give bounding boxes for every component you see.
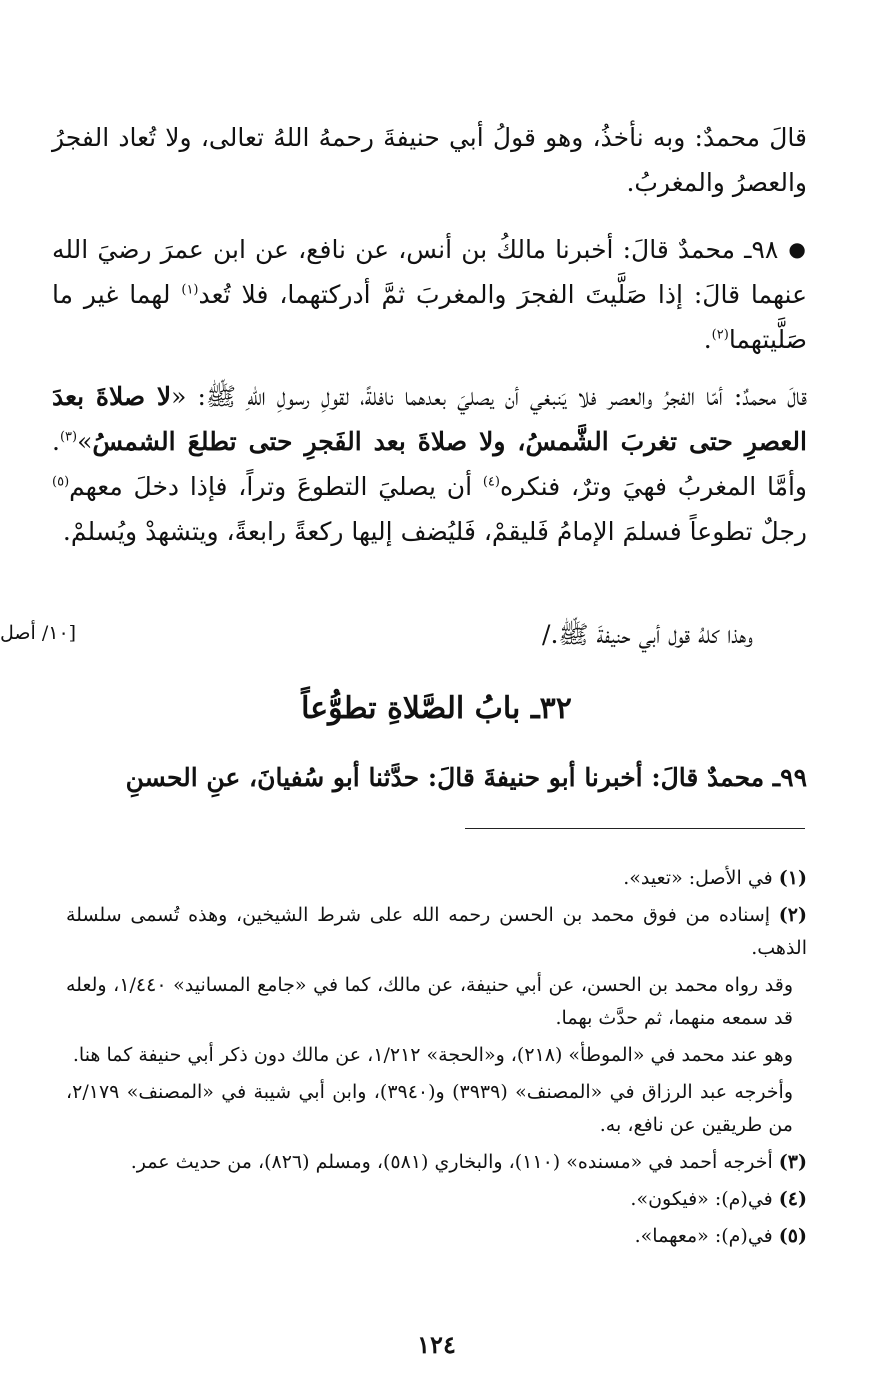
footnotes xyxy=(66,862,807,1257)
footnote-number: (٣) xyxy=(778,1151,807,1173)
footnote-number: (٤) xyxy=(778,1188,807,1210)
footnote-number: (١) xyxy=(778,867,807,889)
hadith-98-text: ٩٨ـ محمدٌ قالَ: أخبرنا مالكُ بن أنس، عن نافع، عن ابن عمرَ رضيَ الله عنهما قالَ: إذا صَلَّيتَ الفجرَ والمغربَ ثمَّ أدركتهما، فلا تُعد xyxy=(52,235,807,309)
footnote-ref-4[interactable]: (٤) xyxy=(482,474,500,490)
paragraph-abu-hanifa xyxy=(542,612,753,657)
footnote-5 xyxy=(66,1220,807,1253)
p4-text: وهذا كلهُ قول أبي حنيفةَ ﷺ./ xyxy=(542,620,753,649)
footnote-text: أخرجه أحمد في «مسنده» (١١٠)، والبخاري (٥٨١)، ومسلم (٨٢٦)، من حديث عمر. xyxy=(130,1151,779,1173)
p3-text-b: » xyxy=(77,427,93,456)
footnote-text: وهو عند محمد في «الموطأ» (٢١٨)، و«الحجة» ١/٢١٢، عن مالك دون ذكر أبي حنيفة كما هنا. xyxy=(72,1044,793,1066)
hadith-98 xyxy=(52,227,807,362)
footnote-2 xyxy=(66,899,807,965)
footnote-2-cont-3 xyxy=(66,1076,807,1142)
footnote-text: في الأصل: «تعيد». xyxy=(623,867,779,889)
footnote-3 xyxy=(66,1146,807,1179)
footnote-1 xyxy=(66,862,807,895)
footnote-ref-1[interactable]: (١) xyxy=(181,282,199,298)
footnote-number: (٢) xyxy=(778,904,807,926)
paragraph-text: قالَ محمدٌ: وبه نأخذُ، وهو قولُ أبي حنيفةَ رحمهُ اللهُ تعالى، ولا تُعاد الفجرُ والعصرُ والمغربُ. xyxy=(52,123,807,197)
footnote-text: إسناده من فوق محمد بن الحسن رحمه الله على شرط الشيخين، وهذه تُسمى سلسلة الذهب. xyxy=(66,904,807,959)
footnote-text: في(م): «معهما». xyxy=(634,1225,779,1247)
footnote-number: (٥) xyxy=(778,1225,807,1247)
hadith-quote-bold: لا صلاةَ بعدَ العصرِ حتى تغربَ الشَّمسُ، ولا صلاةَ بعد الفَجرِ حتى تطلعَ الشمسُ xyxy=(52,382,807,456)
footnote-text: وأخرجه عبد الرزاق في «المصنف» (٣٩٣٩) و(٣٩٤٠)، وابن أبي شيبة في «المصنف» ٢/١٧٩، من طريقين عن نافع، به. xyxy=(66,1081,793,1136)
paragraph-fajr-asr xyxy=(52,374,807,554)
hadith-99 xyxy=(52,755,807,800)
p3-text-d: أن يصليَ التطوعَ وتراً، فإذا دخلَ معهم xyxy=(69,472,483,501)
footnote-divider xyxy=(465,828,805,829)
hadith-99-text: ٩٩ـ محمدٌ قالَ: أخبرنا أبو حنيفةَ قالَ: حدَّثنا أبو سُفيانَ، عنِ الحسنِ xyxy=(125,763,807,792)
p3-text-e: رجلٌ تطوعاً فسلمَ الإمامُ فَليقمْ، فَليُضف إليها ركعةً رابعةً، ويتشهدْ ويُسلمْ. xyxy=(62,517,807,546)
hadith-98-text-cont: لهما غير ما صَلَّيتهما xyxy=(52,280,807,354)
chapter-title: ٣٢ـ بابُ الصَّلاةِ تطوُّعاً xyxy=(301,691,572,726)
paragraph-muhammad-opinion xyxy=(52,115,807,205)
footnote-4 xyxy=(66,1183,807,1216)
margin-note: [١٠/ أصل xyxy=(0,622,77,644)
page-number: ١٢٤ xyxy=(417,1330,456,1359)
footnote-ref-5[interactable]: (٥) xyxy=(52,474,70,490)
hadith-98-end: . xyxy=(703,325,712,354)
footnote-2-cont-1 xyxy=(66,969,807,1035)
footnote-2-cont-2 xyxy=(66,1039,807,1072)
p3-text-a: قالَ محمدٌ: أمّا الفجرُ والعصر فلا يَنبغي أن يصليَ بعدهما نافلةً، لقولِ رسولِ اللهِ ﷺ: « xyxy=(171,382,807,411)
footnote-ref-2[interactable]: (٢) xyxy=(711,327,729,343)
footnote-text: وقد رواه محمد بن الحسن، عن أبي حنيفة، عن مالك، كما في «جامع المسانيد» ١/٤٤٠، ولعله قد سمعه منهما، ثم حدَّث بهما. xyxy=(66,974,793,1029)
bullet-icon: ● xyxy=(788,237,808,261)
p3-text-c: . وأمَّا المغربُ فهيَ وترٌ، فنكره xyxy=(52,427,807,501)
footnote-text: في(م): «فيكون». xyxy=(630,1188,779,1210)
footnote-ref-3[interactable]: (٣) xyxy=(59,429,78,445)
